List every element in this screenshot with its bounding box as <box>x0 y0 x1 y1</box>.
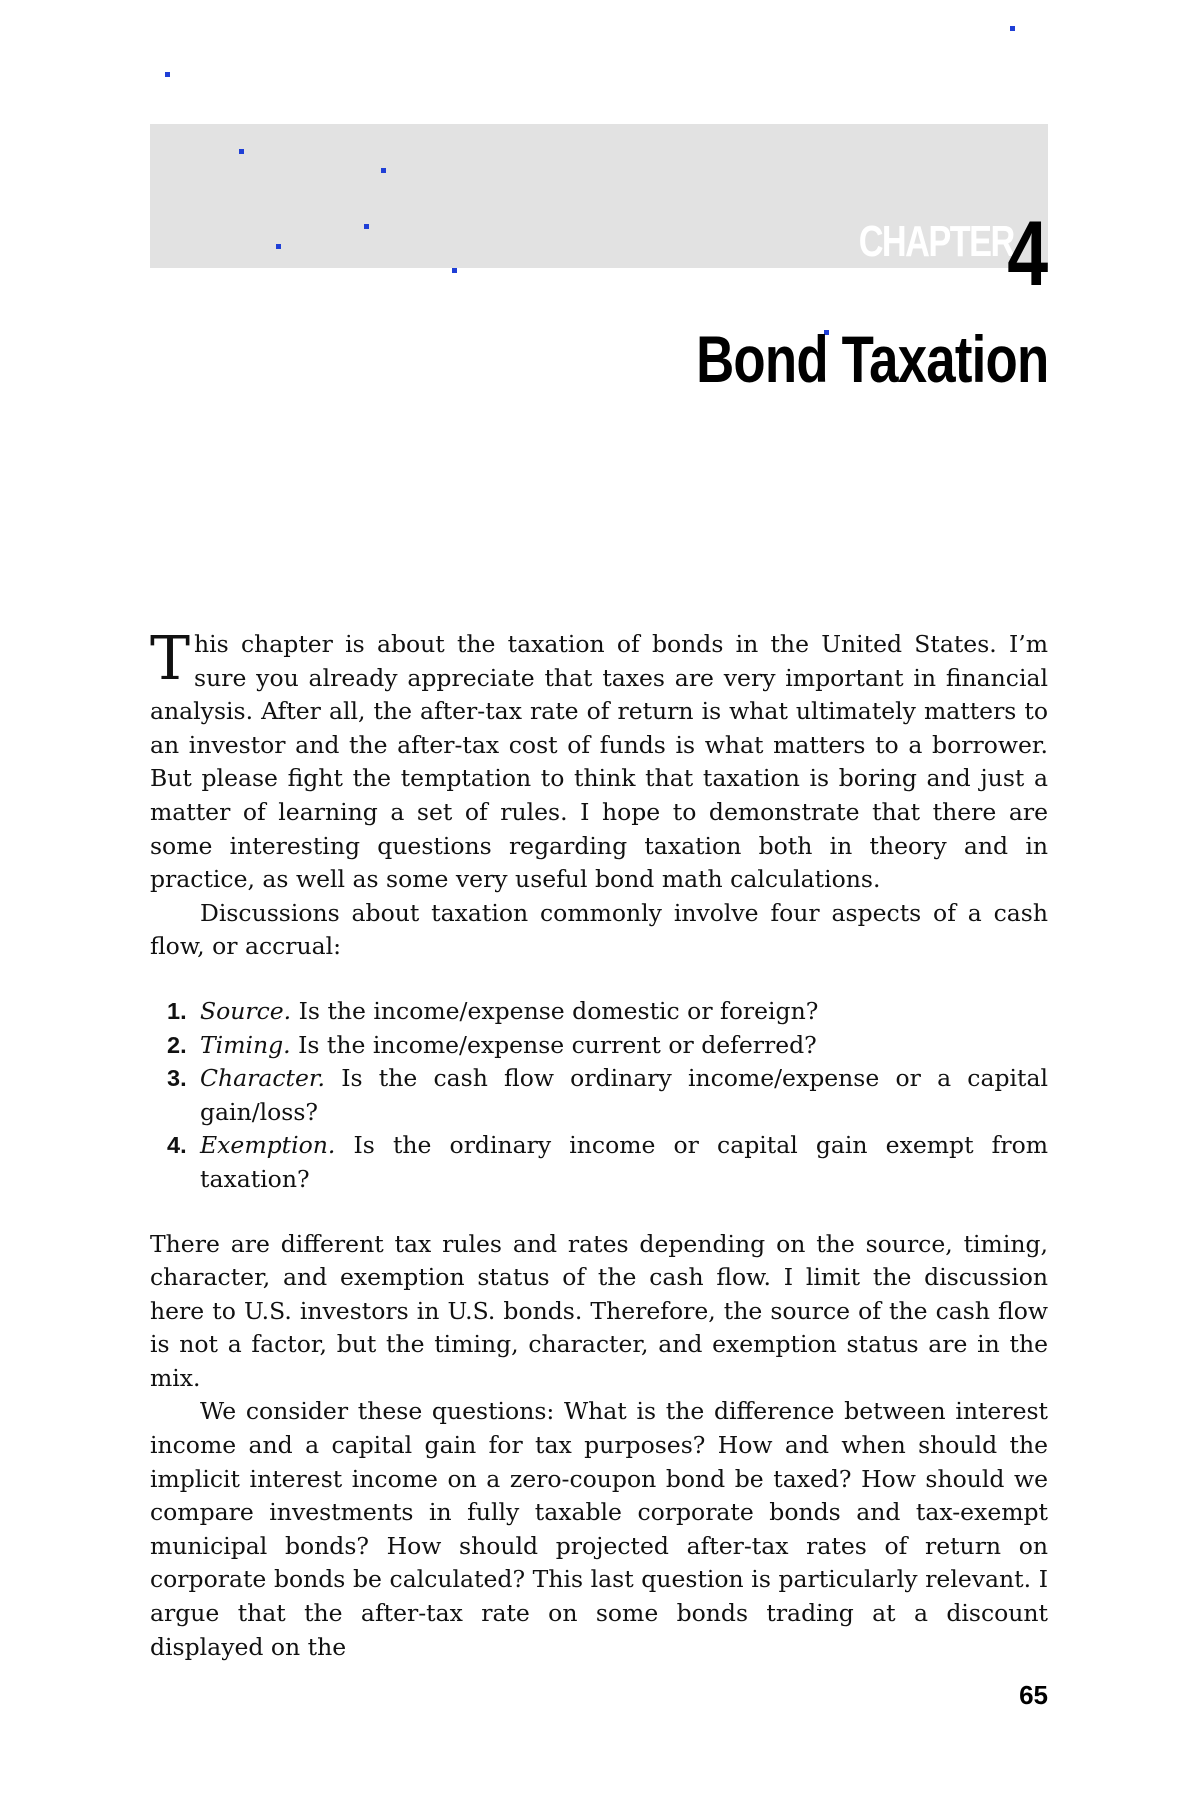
paragraph: We consider these questions: What is the difference between interest income and a capital gain for tax purposes? How and when should the implicit interest income on a zero-coupon bond be taxed? How should we compare investments in fully taxable corporate bonds and tax-exempt municipal bonds? How should projected after-tax rates of return on corporate bonds be calculated? This last question is particularly relevant. I argue that the after-tax rate on some bonds trading at a discount displayed on the <box>150 1397 1048 1661</box>
list-term: Source. <box>200 996 292 1025</box>
decorative-dot <box>276 244 281 249</box>
decorative-dot <box>381 168 386 173</box>
page-number: 65 <box>1019 1680 1048 1710</box>
chapter-body <box>150 624 1048 1664</box>
list-number: 4. <box>167 1132 187 1159</box>
aspects-list <box>150 995 1048 1197</box>
decorative-dot <box>364 224 369 229</box>
list-item <box>150 1129 1048 1196</box>
list-text: Is the income/expense current or deferred? <box>290 1030 817 1059</box>
list-item <box>150 1029 1048 1063</box>
list-text: Is the income/expense domestic or foreign? <box>291 996 819 1025</box>
chapter-title: Bond Taxation <box>695 322 1048 396</box>
paragraph: Discussions about taxation commonly involve four aspects of a cash flow, or accrual: <box>150 898 1048 961</box>
list-text: Is the cash flow ordinary income/expense or a capital gain/loss? <box>200 1064 1048 1126</box>
list-item <box>150 995 1048 1029</box>
chapter-number: 4 <box>1007 203 1048 305</box>
list-number: 3. <box>167 1065 187 1092</box>
paragraph: There are different tax rules and rates depending on the source, timing, character, and exemption status of the cash flow. I limit the discussion here to U.S. investors in U.S. bonds. Therefore, the source of the cash flow is not a factor, but the timing, character, and exemption status are in the mix. <box>150 1229 1048 1392</box>
decorative-dot <box>165 72 170 77</box>
chapter-label: CHAPTER <box>859 217 1014 266</box>
drop-cap: T <box>150 624 191 694</box>
list-term: Character. <box>200 1064 326 1093</box>
list-number: 1. <box>167 997 187 1024</box>
decorative-dot <box>239 149 244 154</box>
list-number: 2. <box>167 1031 187 1058</box>
list-term: Exemption. <box>200 1131 336 1160</box>
list-term: Timing. <box>200 1030 291 1059</box>
decorative-dot <box>452 268 457 273</box>
list-item <box>150 1062 1048 1129</box>
decorative-dot <box>1010 26 1015 31</box>
intro-paragraph <box>150 624 1048 897</box>
intro-text: his chapter is about the taxation of bonds in the United States. I’m sure you already appreciate that taxes are very important in financial analysis. After all, the after-tax rate of return is what ultimately matters to an investor and the after-tax cost of funds is what matters to a borrower. But please fight the temptation to think that taxation is boring and just a matter of learning a set of rules. I hope to demonstrate that there are some interesting questions regarding taxation both in theory and in practice, as well as some very useful bond math calculations. <box>150 630 1048 894</box>
list-text: Is the ordinary income or capital gain exempt from taxation? <box>200 1131 1048 1193</box>
